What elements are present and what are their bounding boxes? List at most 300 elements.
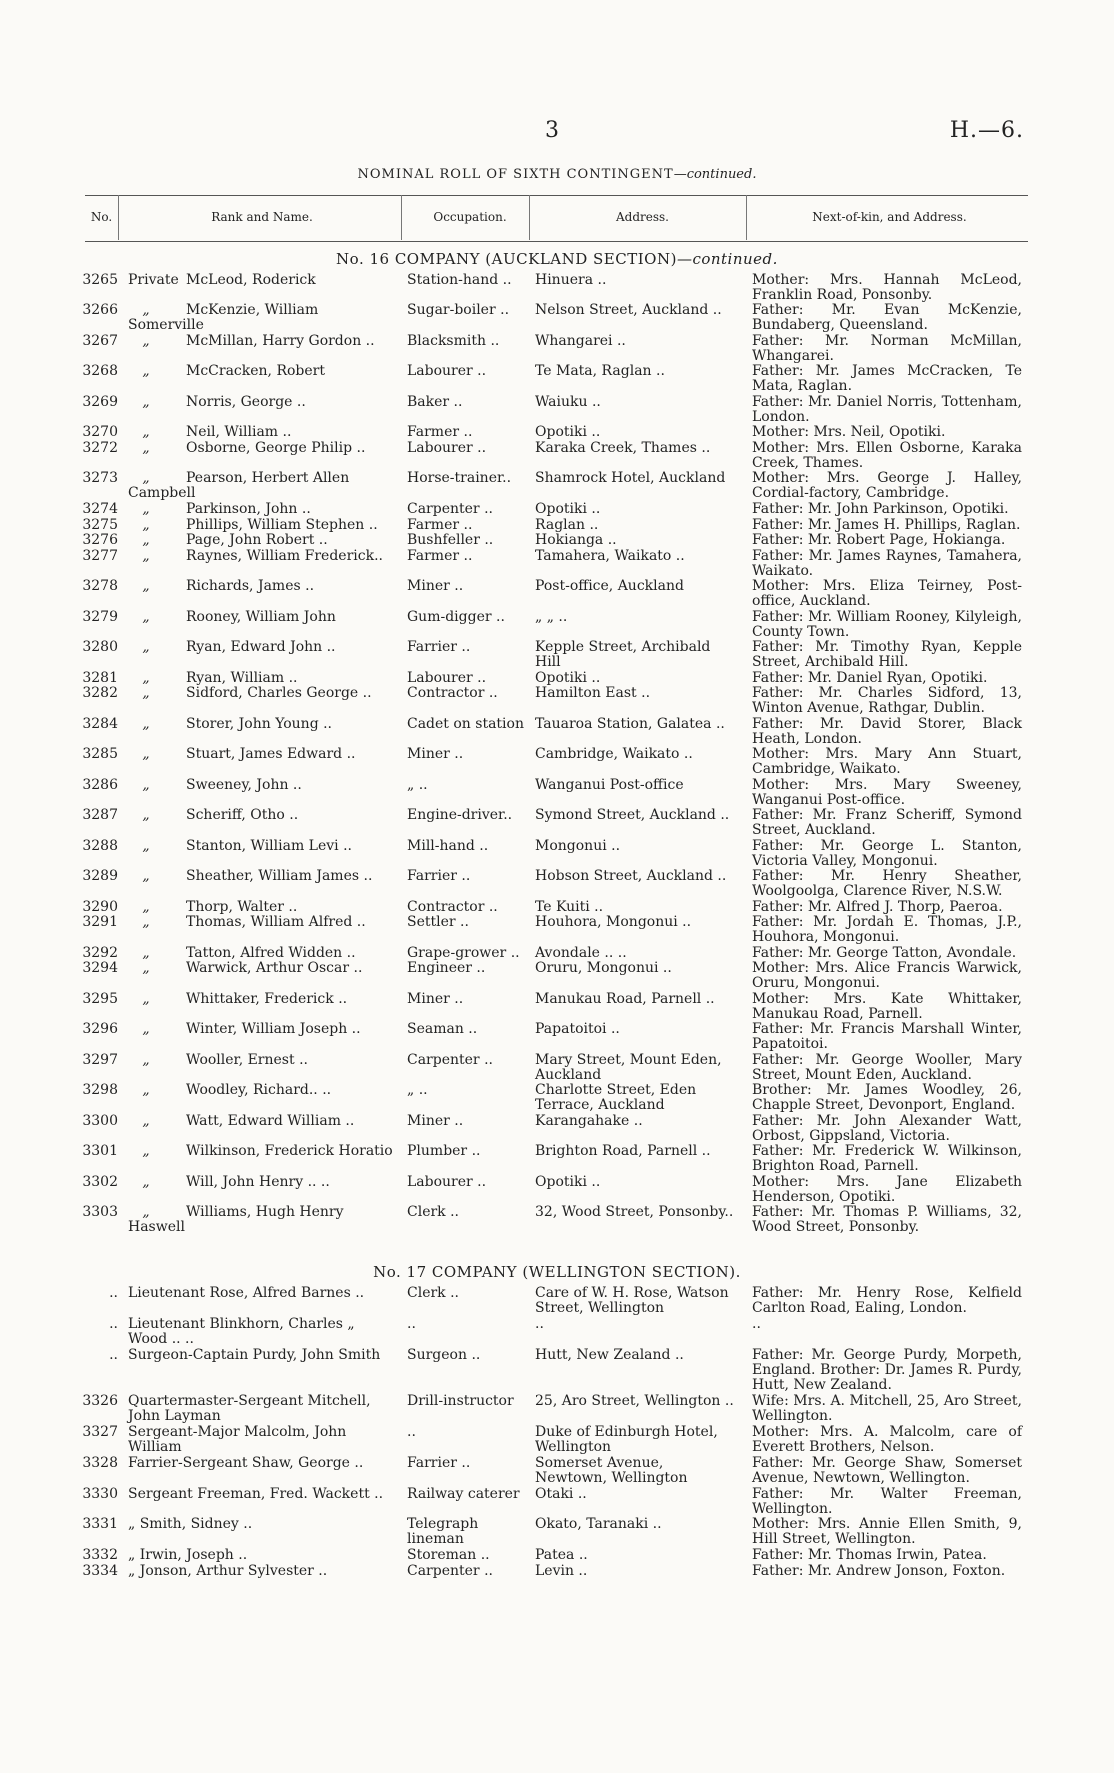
row-number: 3276 (82, 532, 118, 548)
col-rank-name: Rank and Name. (211, 210, 313, 224)
rank: „ (142, 945, 150, 961)
soldier-name: Phillips, William Stephen .. (186, 517, 378, 533)
address: Charlotte Street, Eden Terrace, Auckland (535, 1082, 697, 1113)
rank-name-cell (128, 778, 396, 793)
occupation: Farmer .. (407, 517, 473, 533)
rank-name-cell: Quartermaster-Sergeant Mitchell, John Layman (128, 1393, 371, 1424)
rank: „ (142, 1021, 150, 1037)
next-of-kin: Brother: Mr. James Woodley, 26, Chapple Street, Devonport, England. (752, 1082, 1022, 1113)
address: Brighton Road, Parnell .. (535, 1143, 711, 1159)
rank-name-cell (128, 1053, 396, 1068)
rank-name-cell (128, 303, 396, 333)
rank-name-cell (128, 946, 396, 961)
rank: „ (142, 838, 150, 854)
address: Duke of Edinburgh Hotel, Wellington (535, 1424, 718, 1455)
rank: „ (142, 639, 150, 655)
address: Opotiki .. (535, 501, 601, 517)
divider-3 (529, 195, 530, 240)
address: Tamahera, Waikato .. (535, 548, 685, 564)
soldier-name: Storer, John Young .. (186, 716, 333, 732)
next-of-kin: Father: Mr. Franz Scheriff, Symond Street, Auckland. (752, 807, 1022, 838)
occupation: Labourer .. (407, 670, 487, 686)
rank-name-cell: Farrier-Sergeant Shaw, George .. (128, 1455, 364, 1471)
address: Whangarei .. (535, 333, 626, 349)
rank-name-cell (128, 579, 396, 594)
address: Patea .. (535, 1547, 588, 1563)
occupation: Plumber .. (407, 1143, 481, 1159)
soldier-name: Watt, Edward William .. (186, 1113, 355, 1129)
soldier-name: Whittaker, Frederick .. (186, 991, 348, 1007)
rank: „ (142, 532, 150, 548)
rank-name-cell (128, 334, 396, 349)
address: Avondale .. .. (535, 945, 627, 961)
divider-2 (401, 195, 402, 240)
address: „ „ .. (535, 609, 568, 625)
rank: „ (142, 746, 150, 762)
soldier-name: Sweeney, John .. (186, 777, 302, 793)
row-number: 3278 (82, 578, 118, 594)
row-number: 3277 (82, 548, 118, 564)
occupation: Miner .. (407, 991, 464, 1007)
soldier-name: McKenzie, William Somerville (128, 302, 319, 333)
rank-name-cell: Sergeant-Major Malcolm, John William (128, 1424, 347, 1455)
address: Manukau Road, Parnell .. (535, 991, 715, 1007)
section-17-title: No. 17 COMPANY (WELLINGTON SECTION). (373, 1263, 741, 1281)
address: Post-office, Auckland (535, 578, 684, 594)
row-number: 3289 (82, 868, 118, 884)
occupation: Cadet on station (407, 716, 524, 732)
next-of-kin: Father: Mr. George Shaw, Somerset Avenue, Newtown, Wellington. (752, 1455, 1022, 1486)
next-of-kin: Father: Mr. George Wooller, Mary Street, Mount Eden, Auckland. (752, 1052, 1022, 1083)
address: Karaka Creek, Thames .. (535, 440, 711, 456)
next-of-kin: Father: Mr. Charles Sidford, 13, Winton Avenue, Rathgar, Dublin. (752, 685, 1022, 716)
next-of-kin: Father: Mr. James Raynes, Tamahera, Waikato. (752, 548, 1022, 579)
rank: „ (142, 1174, 150, 1190)
rank-name-cell (128, 518, 396, 533)
rank: „ (142, 578, 150, 594)
occupation: Carpenter .. (407, 1052, 493, 1068)
occupation: Horse-trainer.. (407, 470, 512, 486)
rank: „ (142, 868, 150, 884)
next-of-kin: Father: Mr. David Storer, Black Heath, London. (752, 716, 1022, 747)
row-number: 3332 (82, 1547, 118, 1563)
rank-name-cell (128, 717, 396, 732)
rank-name-cell (128, 1083, 396, 1098)
rank: Private (128, 272, 179, 288)
next-of-kin: Father: Mr. Frederick W. Wilkinson, Brighton Road, Parnell. (752, 1143, 1022, 1174)
row-number: 3290 (82, 899, 118, 915)
next-of-kin: Father: Mr. Thomas Irwin, Patea. (752, 1547, 987, 1563)
row-number: 3274 (82, 501, 118, 517)
row-number: 3288 (82, 838, 118, 854)
occupation: Contractor .. (407, 685, 498, 701)
next-of-kin: Father: Mr. Henry Rose, Kelfield Carlton Road, Ealing, London. (752, 1285, 1022, 1316)
section-16-title-suffix: —continued. (676, 250, 778, 268)
row-number: 3297 (82, 1052, 118, 1068)
occupation: Miner .. (407, 746, 464, 762)
rank-name-cell: Surgeon-Captain Purdy, John Smith (128, 1347, 381, 1363)
soldier-name: Osborne, George Philip .. (186, 440, 366, 456)
rank-name-cell (128, 1144, 396, 1159)
rank-name-cell: Lieutenant Blinkhorn, Charles „ Wood .. .. (128, 1316, 355, 1347)
next-of-kin: Mother: Mrs. Ellen Osborne, Karaka Creek, Thames. (752, 440, 1022, 471)
occupation: Carpenter .. (407, 501, 493, 517)
roll-title-main: NOMINAL ROLL OF SIXTH CONTINGENT (357, 167, 674, 182)
address: Otaki .. (535, 1486, 587, 1502)
rank: „ (142, 517, 150, 533)
soldier-name: Ryan, William .. (186, 670, 298, 686)
rank: „ (142, 899, 150, 915)
address: Waiuku .. (535, 394, 601, 410)
next-of-kin: Mother: Mrs. Mary Sweeney, Wanganui Post-office. (752, 777, 1022, 808)
next-of-kin: Father: Mr. George Tatton, Avondale. (752, 945, 1017, 961)
col-next-of-kin: Next-of-kin, and Address. (812, 210, 967, 224)
occupation: Farrier .. (407, 639, 471, 655)
next-of-kin: Father: Mr. Thomas P. Williams, 32, Wood Street, Ponsonby. (752, 1204, 1022, 1235)
soldier-name: Winter, William Joseph .. (186, 1021, 361, 1037)
address: Nelson Street, Auckland .. (535, 302, 722, 318)
row-number: .. (109, 1347, 118, 1363)
soldier-name: Woodley, Richard.. .. (186, 1082, 332, 1098)
address: 25, Aro Street, Wellington .. (535, 1393, 734, 1409)
row-number: 3281 (82, 670, 118, 686)
rank-name-cell: Lieutenant Rose, Alfred Barnes .. (128, 1285, 365, 1301)
occupation: Farrier .. (407, 1455, 471, 1471)
address: Papatoitoi .. (535, 1021, 620, 1037)
rank: „ (142, 1082, 150, 1098)
row-number: 3303 (82, 1204, 118, 1220)
occupation: Farmer .. (407, 424, 473, 440)
soldier-name: Warwick, Arthur Oscar .. (186, 960, 363, 976)
next-of-kin: Mother: Mrs. Neil, Opotiki. (752, 424, 946, 440)
rank-name-cell (128, 273, 396, 288)
next-of-kin: Mother: Mrs. Alice Francis Warwick, Oruru, Mongonui. (752, 960, 1022, 991)
next-of-kin: Father: Mr. Daniel Ryan, Opotiki. (752, 670, 988, 686)
address: Symond Street, Auckland .. (535, 807, 730, 823)
occupation: Blacksmith .. (407, 333, 500, 349)
occupation: Grape-grower .. (407, 945, 520, 961)
occupation: „ .. (407, 777, 428, 793)
row-number: 3291 (82, 914, 118, 930)
occupation: Sugar-boiler .. (407, 302, 510, 318)
next-of-kin: Father: Mr. John Parkinson, Opotiki. (752, 501, 1009, 517)
next-of-kin: Father: Mr. John Alexander Watt, Orbost, Gippsland, Victoria. (752, 1113, 1022, 1144)
next-of-kin: Father: Mr. Alfred J. Thorp, Paeroa. (752, 899, 1003, 915)
next-of-kin: Father: Mr. Evan McKenzie, Bundaberg, Queensland. (752, 302, 1022, 333)
soldier-name: Tatton, Alfred Widden .. (186, 945, 356, 961)
rank-name-cell (128, 1175, 396, 1190)
divider-1 (118, 195, 119, 240)
rank-name-cell (128, 900, 396, 915)
rank-name-cell (128, 1205, 396, 1235)
rank: „ (142, 501, 150, 517)
occupation: Labourer .. (407, 363, 487, 379)
rank: „ (142, 807, 150, 823)
rank-name-cell (128, 686, 396, 701)
address: Kepple Street, Archibald Hill (535, 639, 711, 670)
document-ref: H.—6. (949, 118, 1024, 143)
row-number: 3286 (82, 777, 118, 793)
rank-name-cell (128, 610, 396, 625)
rank: „ (142, 394, 150, 410)
soldier-name: Richards, James .. (186, 578, 315, 594)
row-number: 3265 (82, 272, 118, 288)
soldier-name: Thomas, William Alfred .. (186, 914, 366, 930)
next-of-kin: Mother: Mrs. George J. Halley, Cordial-factory, Cambridge. (752, 470, 1022, 501)
rank: „ (142, 424, 150, 440)
next-of-kin: Father: Mr. Robert Page, Hokianga. (752, 532, 1006, 548)
occupation: Bushfeller .. (407, 532, 494, 548)
soldier-name: Williams, Hugh Henry Haswell (128, 1204, 344, 1235)
section-16-title-main: No. 16 COMPANY (AUCKLAND SECTION) (336, 250, 677, 268)
soldier-name: Norris, George .. (186, 394, 306, 410)
address: Oruru, Mongonui .. (535, 960, 672, 976)
address: Levin .. (535, 1563, 588, 1579)
rank-name-cell (128, 671, 396, 686)
occupation: Clerk .. (407, 1285, 460, 1301)
row-number: 3273 (82, 470, 118, 486)
address: Tauaroa Station, Galatea .. (535, 716, 725, 732)
column-header-row (85, 195, 1028, 242)
section-16-title (0, 250, 1114, 268)
next-of-kin: Father: Mr. Daniel Norris, Tottenham, London. (752, 394, 1022, 425)
soldier-name: McLeod, Roderick (186, 272, 316, 288)
next-of-kin: Father: Mr. Timothy Ryan, Kepple Street, Archibald Hill. (752, 639, 1022, 670)
row-number: 3268 (82, 363, 118, 379)
occupation: Seaman .. (407, 1021, 478, 1037)
soldier-name: Scheriff, Otho .. (186, 807, 299, 823)
next-of-kin: Father: Mr. George L. Stanton, Victoria Valley, Mongonui. (752, 838, 1022, 869)
occupation: Miner .. (407, 1113, 464, 1129)
rank: „ (142, 333, 150, 349)
next-of-kin: Father: Mr. George Purdy, Morpeth, England. Brother: Dr. James R. Purdy, Hutt, New Zealand. (752, 1347, 1022, 1393)
soldier-name: Ryan, Edward John .. (186, 639, 336, 655)
occupation: Telegraph lineman (407, 1516, 479, 1547)
row-number: 3302 (82, 1174, 118, 1190)
soldier-name: Stanton, William Levi .. (186, 838, 352, 854)
address: Karangahake .. (535, 1113, 643, 1129)
occupation: Clerk .. (407, 1204, 460, 1220)
address: Hobson Street, Auckland .. (535, 868, 727, 884)
row-number: 3301 (82, 1143, 118, 1159)
rank-name-cell (128, 747, 396, 762)
address: Hamilton East .. (535, 685, 651, 701)
next-of-kin: Father: Mr. James H. Phillips, Raglan. (752, 517, 1021, 533)
rank-name-cell (128, 471, 396, 501)
rank: „ (142, 991, 150, 1007)
rank-name-cell (128, 992, 396, 1007)
row-number: .. (109, 1316, 118, 1332)
rank-name-cell (128, 640, 396, 655)
next-of-kin: Father: Mr. Walter Freeman, Wellington. (752, 1486, 1022, 1517)
address: Hokianga .. (535, 532, 617, 548)
soldier-name: McCracken, Robert (186, 363, 325, 379)
soldier-name: Wooller, Ernest .. (186, 1052, 308, 1068)
row-number: 3330 (82, 1486, 118, 1502)
occupation: Railway caterer (407, 1486, 520, 1502)
rank: „ (142, 548, 150, 564)
row-number: 3287 (82, 807, 118, 823)
row-number: 3285 (82, 746, 118, 762)
col-occupation: Occupation. (433, 210, 507, 224)
address: Mary Street, Mount Eden, Auckland (535, 1052, 722, 1083)
rank: „ (142, 914, 150, 930)
occupation: Surgeon .. (407, 1347, 481, 1363)
next-of-kin: Father: Mr. Francis Marshall Winter, Papatoitoi. (752, 1021, 1022, 1052)
address: Care of W. H. Rose, Watson Street, Wellington (535, 1285, 729, 1316)
rank: „ (142, 960, 150, 976)
row-number: 3334 (82, 1563, 118, 1579)
occupation: Gum-digger .. (407, 609, 505, 625)
rank-name-cell (128, 915, 396, 930)
col-no: No. (90, 210, 113, 224)
rank-name-cell (128, 502, 396, 517)
address: Opotiki .. (535, 670, 601, 686)
address: Opotiki .. (535, 1174, 601, 1190)
rank-name-cell (128, 395, 396, 410)
row-number: 3272 (82, 440, 118, 456)
divider-4 (746, 195, 747, 240)
next-of-kin: Father: Mr. Henry Sheather, Woolgoolga, Clarence River, N.S.W. (752, 868, 1022, 899)
roll-title (0, 167, 1114, 182)
soldier-name: Sidford, Charles George .. (186, 685, 372, 701)
occupation: Station-hand .. (407, 272, 512, 288)
next-of-kin: Wife: Mrs. A. Mitchell, 25, Aro Street, Wellington. (752, 1393, 1022, 1424)
row-number: 3269 (82, 394, 118, 410)
rank: „ (142, 1052, 150, 1068)
rank: „ (142, 1204, 150, 1220)
address: .. (535, 1316, 544, 1332)
rank: „ (142, 302, 150, 318)
occupation: Labourer .. (407, 1174, 487, 1190)
address: Shamrock Hotel, Auckland (535, 470, 726, 486)
occupation: Engine-driver.. (407, 807, 513, 823)
occupation: Mill-hand .. (407, 838, 489, 854)
row-number: 3279 (82, 609, 118, 625)
next-of-kin: Mother: Mrs. Kate Whittaker, Manukau Road, Parnell. (752, 991, 1022, 1022)
row-number: 3295 (82, 991, 118, 1007)
occupation: Settler .. (407, 914, 469, 930)
occupation: Drill-instructor (407, 1393, 514, 1409)
row-number: 3328 (82, 1455, 118, 1471)
next-of-kin: Mother: Mrs. A. Malcolm, care of Everett Brothers, Nelson. (752, 1424, 1022, 1455)
occupation: Miner .. (407, 578, 464, 594)
occupation: .. (407, 1424, 416, 1440)
row-number: 3266 (82, 302, 118, 318)
row-number: 3298 (82, 1082, 118, 1098)
soldier-name: Pearson, Herbert Allen Campbell (128, 470, 350, 501)
col-address: Address. (616, 210, 669, 224)
rank: „ (142, 777, 150, 793)
row-number: 3275 (82, 517, 118, 533)
soldier-name: Raynes, William Frederick.. (186, 548, 383, 564)
address: Houhora, Mongonui .. (535, 914, 692, 930)
next-of-kin: Mother: Mrs. Eliza Teirney, Post-office, Auckland. (752, 578, 1022, 609)
rank: „ (142, 1143, 150, 1159)
row-number: 3300 (82, 1113, 118, 1129)
address: Hutt, New Zealand .. (535, 1347, 684, 1363)
next-of-kin: Mother: Mrs. Annie Ellen Smith, 9, Hill Street, Wellington. (752, 1516, 1022, 1547)
rank: „ (142, 1113, 150, 1129)
rank: „ (142, 609, 150, 625)
row-number: 3267 (82, 333, 118, 349)
next-of-kin: .. (752, 1316, 761, 1332)
address: 32, Wood Street, Ponsonby.. (535, 1204, 734, 1220)
rank-name-cell (128, 549, 396, 564)
rank-name-cell (128, 364, 396, 379)
soldier-name: Neil, William .. (186, 424, 292, 440)
row-number: 3270 (82, 424, 118, 440)
next-of-kin: Mother: Mrs. Mary Ann Stuart, Cambridge, Waikato. (752, 746, 1022, 777)
next-of-kin: Father: Mr. Norman McMillan, Whangarei. (752, 333, 1022, 364)
address: Okato, Taranaki .. (535, 1516, 662, 1532)
rank-name-cell (128, 961, 396, 976)
occupation: Farmer .. (407, 548, 473, 564)
next-of-kin: Father: Mr. William Rooney, Kilyleigh, County Town. (752, 609, 1022, 640)
row-number: .. (109, 1285, 118, 1301)
soldier-name: Sheather, William James .. (186, 868, 373, 884)
rank: „ (142, 440, 150, 456)
rank-name-cell (128, 839, 396, 854)
soldier-name: Parkinson, John .. (186, 501, 311, 517)
row-number: 3282 (82, 685, 118, 701)
row-number: 3292 (82, 945, 118, 961)
address: Te Kuiti .. (535, 899, 604, 915)
occupation: Contractor .. (407, 899, 498, 915)
soldier-name: McMillan, Harry Gordon .. (186, 333, 375, 349)
row-number: 3331 (82, 1516, 118, 1532)
rank-name-cell: Sergeant Freeman, Fred. Wackett .. (128, 1486, 384, 1502)
soldier-name: Will, John Henry .. .. (186, 1174, 330, 1190)
rank-name-cell (128, 808, 396, 823)
row-number: 3327 (82, 1424, 118, 1440)
row-number: 3280 (82, 639, 118, 655)
address: Te Mata, Raglan .. (535, 363, 665, 379)
rank: „ (142, 685, 150, 701)
row-number: 3296 (82, 1021, 118, 1037)
occupation: Storeman .. (407, 1547, 490, 1563)
rank-name-cell (128, 425, 396, 440)
address: Opotiki .. (535, 424, 601, 440)
soldier-name: Thorp, Walter .. (186, 899, 298, 915)
roll-title-suffix: —continued. (673, 167, 757, 182)
address: Wanganui Post-office (535, 777, 684, 793)
row-number: 3326 (82, 1393, 118, 1409)
rank-name-cell (128, 1022, 396, 1037)
address: Cambridge, Waikato .. (535, 746, 693, 762)
address: Somerset Avenue, Newtown, Wellington (535, 1455, 688, 1486)
rank: „ (142, 470, 150, 486)
row-number: 3294 (82, 960, 118, 976)
occupation: „ .. (407, 1082, 428, 1098)
occupation: Farrier .. (407, 868, 471, 884)
next-of-kin: Father: Mr. Jordah E. Thomas, J.P., Houhora, Mongonui. (752, 914, 1022, 945)
occupation: Baker .. (407, 394, 463, 410)
rank-name-cell (128, 533, 396, 548)
address: Raglan .. (535, 517, 599, 533)
rank: „ (142, 363, 150, 379)
address: Hinuera .. (535, 272, 607, 288)
rank-name-cell: „ Irwin, Joseph .. (128, 1547, 248, 1563)
occupation: Carpenter .. (407, 1563, 493, 1579)
occupation: Engineer .. (407, 960, 486, 976)
address: Mongonui .. (535, 838, 621, 854)
rank: „ (142, 670, 150, 686)
rank: „ (142, 716, 150, 732)
rank-name-cell (128, 1114, 396, 1129)
soldier-name: Stuart, James Edward .. (186, 746, 356, 762)
next-of-kin: Mother: Mrs. Jane Elizabeth Henderson, Opotiki. (752, 1174, 1022, 1205)
